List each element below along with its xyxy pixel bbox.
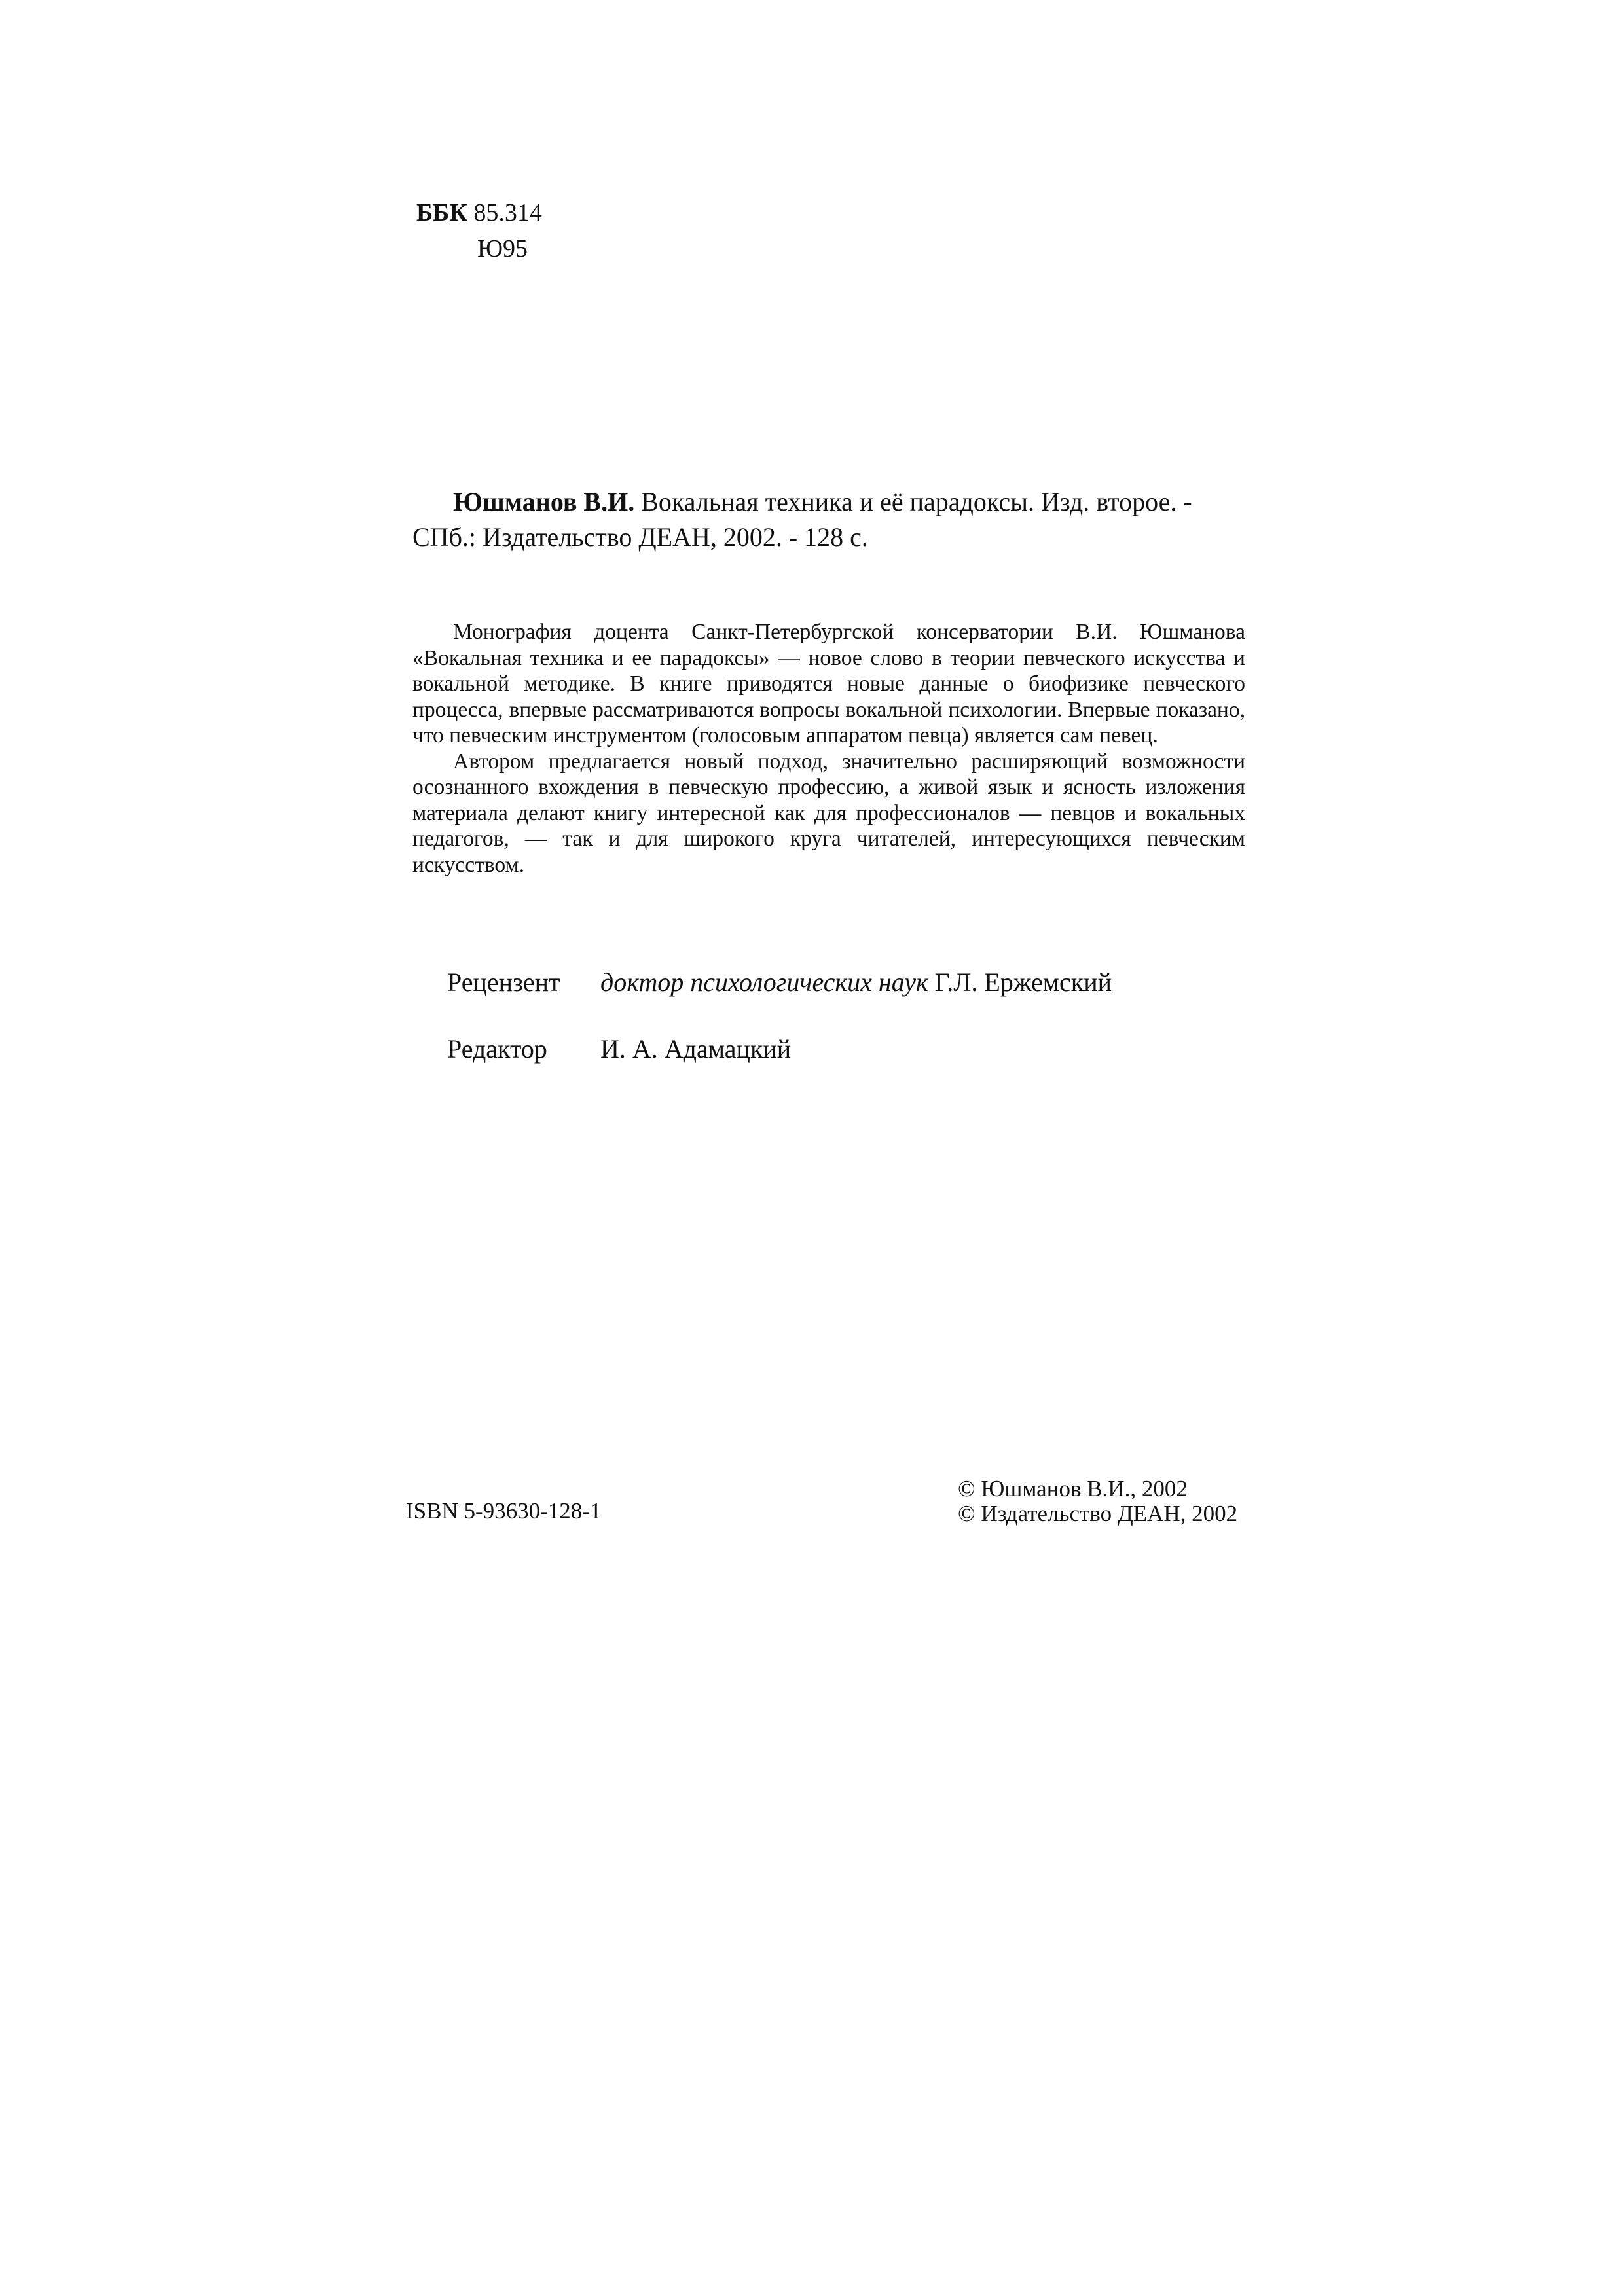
copyright-author: © Юшманов В.И., 2002 [958,1476,1188,1501]
reviewer-name: Г.Л. Ержемский [928,967,1112,997]
publication-info: СПб.: Издательство ДЕАН, 2002. - 128 с. [412,522,868,552]
copyright-publisher: © Издательство ДЕАН, 2002 [958,1501,1238,1526]
book-author: Юшманов В.И. [453,487,635,516]
annotation-paragraph: Монография доцента Санкт-Петербургской консерватории В.И. Юшманова «Вокальная техника и ее парадоксы» — новое слово в теории певческого искусства и вокальной методике. В книге приводятся новые данные о биофизике певческого процесса, впервые рассматриваются вопросы вокальной психологии. Впервые показано, что певческим инструментом (голосовым аппаратом певца) является сам певец. [412,620,1245,747]
reviewer [600,966,1112,999]
annotation-paragraph: Автором предлагается новый подход, значительно расширяющий возможности осознанного вхождения в певческую профессию, а живой язык и ясность изложения материала делают книгу интересной как для профессионалов — певцов и вокальных педагогов, — так и для широкого круга читателей, интересующихся певческим искусством. [412,749,1245,877]
reviewer-degree: доктор психологических наук [600,967,928,997]
bibliographic-record [412,484,1244,555]
editor-name: И. А. Адамацкий [600,1034,792,1064]
editor-label: Редактор [447,1034,547,1064]
bibliographic-line-1 [412,484,1244,520]
bbk-number: 85.314 [473,199,542,226]
author-mark: Ю95 [477,235,528,262]
bbk-label: ББК [416,199,467,226]
annotation [412,619,1245,878]
book-title: Вокальная техника и её парадоксы. Изд. второе. - [634,487,1192,516]
reviewer-label: Рецензент [447,967,560,997]
isbn: ISBN 5-93630-128-1 [406,1498,602,1524]
bbk-index [416,196,542,229]
